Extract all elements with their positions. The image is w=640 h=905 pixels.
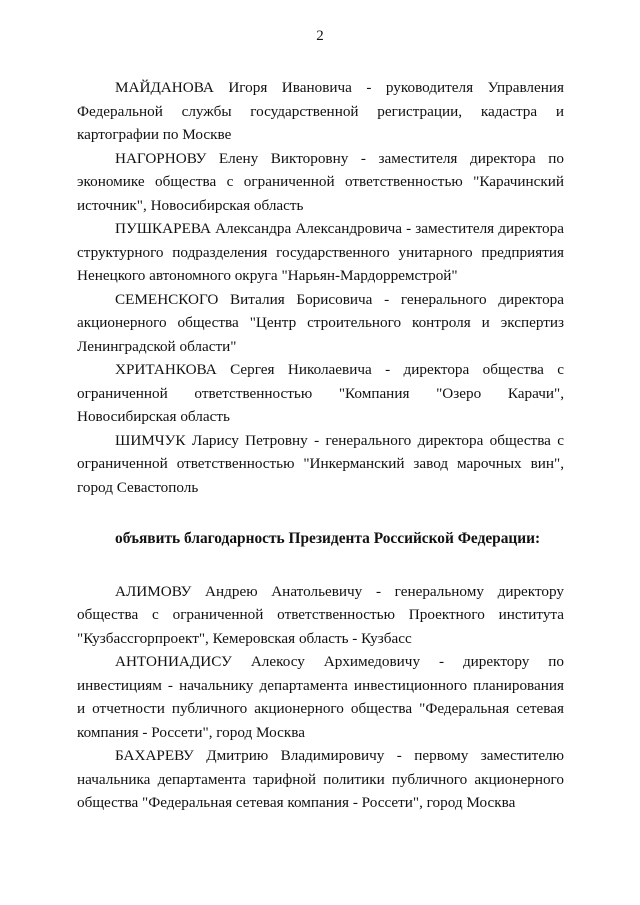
entry-alimov: АЛИМОВУ Андрею Анатольевичу - генеральному директору общества с ограниченной ответственностью Проектного института "Кузбассгорпроект", Кемеровская область - Кузбасс — [77, 582, 564, 647]
entry-nagornova: НАГОРНОВУ Елену Викторовну - заместителя директора по экономике общества с ограниченной ответственностью "Карачинский источник", Новосибирская область — [77, 149, 564, 214]
document-body — [77, 76, 564, 815]
section-heading: объявить благодарность Президента Российской Федерации: — [115, 530, 541, 547]
entry-pushkarev: ПУШКАРЕВА Александра Александровича - заместителя директора структурного подразделения государственного унитарного предприятия Ненецкого автономного округа "Нарьян-Мардорремстрой" — [77, 220, 564, 284]
entry-maidanov: МАЙДАНОВА Игоря Ивановича - руководителя Управления Федеральной службы государственной регистрации, кадастра и картографии по Москве — [77, 79, 564, 143]
entry-antoniadis: АНТОНИАДИСУ Алекосу Архимедовичу - директору по инвестициям - начальнику департамента инвестиционного планирования и отчетности публичного акционерного общества "Федеральная сетевая компания - Россети", город Москва — [77, 653, 564, 741]
entry-bakharev: БАХАРЕВУ Дмитрию Владимировичу - первому заместителю начальника департамента тарифной политики публичного акционерного общества "Федеральная сетевая компания - Россети", город Москва — [77, 747, 564, 811]
entry-semensky: СЕМЕНСКОГО Виталия Борисовича - генерального директора акционерного общества "Центр строительного контроля и экспертиз Ленинградской области" — [77, 290, 564, 355]
entry-khritankov: ХРИТАНКОВА Сергея Николаевича - директора общества с ограниченной ответственностью "Компания "Озеро Карачи", Новосибирская область — [77, 361, 564, 425]
page-number: 2 — [316, 28, 324, 44]
entry-shimchuk: ШИМЧУК Ларису Петровну - генерального директора общества с ограниченной ответственностью "Инкерманский завод марочных вин", город Севастополь — [77, 431, 564, 496]
